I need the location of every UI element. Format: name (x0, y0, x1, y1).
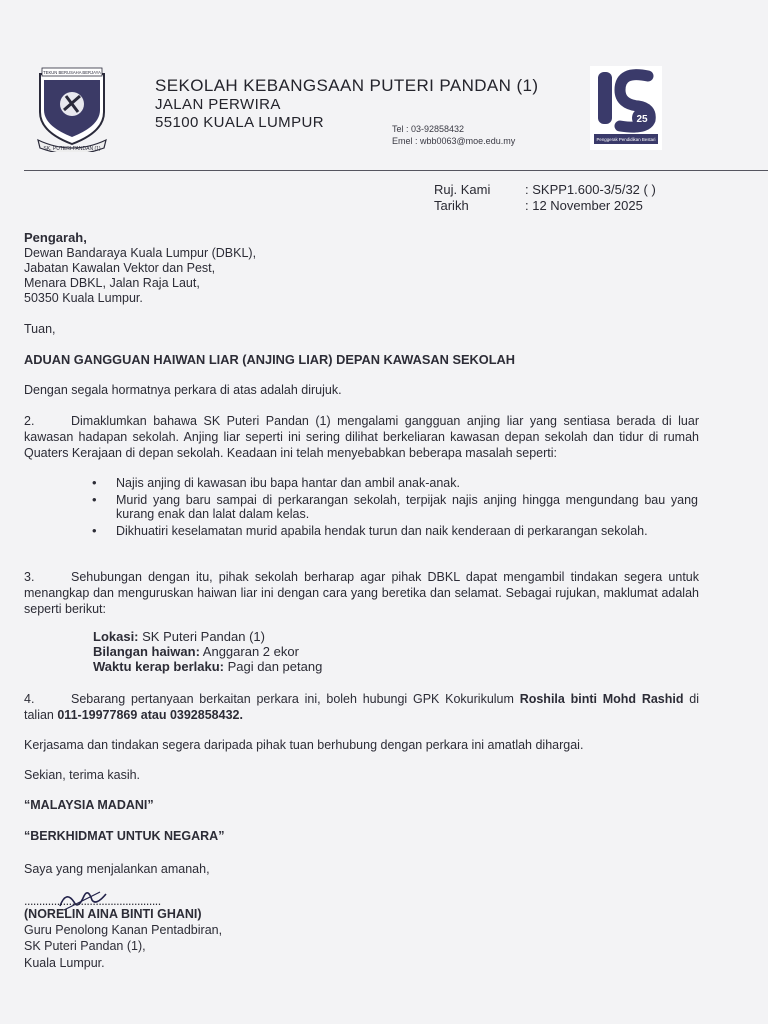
reference-label: Ruj. Kami (434, 182, 491, 197)
signature-line: .............................................. (24, 894, 161, 908)
detail-label: Bilangan haiwan: (93, 644, 200, 659)
signatory-school: SK Puteri Pandan (1), (24, 939, 146, 953)
recipient-line: Jabatan Kawalan Vektor dan Pest, (24, 261, 216, 275)
paragraph-number: 2. (24, 414, 35, 428)
detail-frequent-time (93, 659, 322, 674)
recipient-title: Pengarah, (24, 230, 87, 245)
anniversary-25-logo (590, 66, 662, 150)
detail-label: Lokasi: (93, 629, 139, 644)
header-divider (24, 170, 768, 171)
paragraph-2-text: Dimaklumkan bahawa SK Puteri Pandan (1) mengalami gangguan anjing liar yang sentiasa berada di luar kawasan hadapan sekolah. Anjing liar seperti ini sering dilihat berkeliaran kawasan depan sekolah dan tidur di rumah Quaters Kerajaan di depan sekolah. Keadaan ini telah menyebabkan beberapa masalah seperti: (24, 414, 699, 460)
anniversary-number: 25 (636, 114, 648, 125)
detail-label: Waktu kerap berlaku: (93, 659, 225, 674)
signatory-city: Kuala Lumpur. (24, 956, 105, 970)
anniversary-caption: Penggerak Pendidikan Bestari (596, 137, 656, 142)
paragraph-3 (24, 569, 699, 617)
paragraph-4 (24, 691, 699, 723)
paragraph-4-text: Sebarang pertanyaan berkaitan perkara ini, boleh hubungi GPK Kokurikulum (71, 692, 520, 706)
problem-list (92, 476, 698, 540)
motto-malaysia-madani: “MALAYSIA MADANI” (24, 798, 154, 812)
list-item: • Murid yang baru sampai di perkarangan sekolah, terpijak najis anjing hingga mengundang bau yang kurang enak dan lalat dalam kelas. (92, 493, 698, 522)
school-address-line1: JALAN PERWIRA (155, 96, 281, 113)
list-item: • Najis anjing di kawasan ibu bapa hantar dan ambil anak-anak. (92, 476, 698, 491)
signoff-line: Saya yang menjalankan amanah, (24, 862, 210, 876)
school-name: SEKOLAH KEBANGSAAN PUTERI PANDAN (1) (155, 76, 539, 95)
recipient-line: Dewan Bandaraya Kuala Lumpur (DBKL), (24, 246, 257, 260)
signatory-position: Guru Penolong Kanan Pentadbiran, (24, 923, 223, 937)
school-crest-logo (34, 66, 110, 152)
letter-date: : 12 November 2025 (525, 198, 643, 213)
school-telephone: Tel : 03-92858432 (392, 124, 465, 134)
detail-animal-count (93, 644, 299, 659)
paragraph-2 (24, 413, 699, 461)
signatory-name: (NORELIN AINA BINTI GHANI) (24, 907, 202, 921)
closing-paragraph: Kerjasama dan tindakan segera daripada pihak tuan berhubung dengan perkara ini amatlah dihargai. (24, 738, 584, 752)
letter-subject: ADUAN GANGGUAN HAIWAN LIAR (ANJING LIAR) DEPAN KAWASAN SEKOLAH (24, 352, 516, 367)
recipient-line: Menara DBKL, Jalan Raja Laut, (24, 276, 200, 290)
crest-bottom-text: SK. PUTERI PANDAN (1) (43, 146, 101, 152)
reference-number: : SKPP1.600-3/5/32 ( ) (525, 182, 656, 197)
motto-berkhidmat: “BERKHIDMAT UNTUK NEGARA” (24, 829, 225, 843)
closing-thanks: Sekian, terima kasih. (24, 768, 141, 782)
recipient-line: 50350 Kuala Lumpur. (24, 291, 143, 305)
intro-paragraph: Dengan segala hormatnya perkara di atas adalah dirujuk. (24, 383, 342, 397)
paragraph-number: 3. (24, 570, 35, 584)
contact-phone-numbers: 011-19977869 atau 0392858432. (57, 708, 243, 722)
contact-person-name: Roshila binti Mohd Rashid (519, 692, 684, 706)
school-address-line2: 55100 KUALA LUMPUR (155, 114, 324, 131)
paragraph-number: 4. (24, 692, 35, 706)
paragraph-3-text: Sehubungan dengan itu, pihak sekolah berharap agar pihak DBKL dapat mengambil tindakan segera untuk menangkap dan menguruskan haiwan liar ini dengan cara yang beretika dan selamat. Sebagai rujukan, maklumat adalah seperti berikut: (24, 570, 699, 616)
date-label: Tarikh (434, 198, 469, 213)
detail-value: SK Puteri Pandan (1) (138, 629, 265, 644)
detail-value: Pagi dan petang (224, 659, 323, 674)
salutation: Tuan, (24, 322, 56, 336)
list-item: • Dikhuatiri keselamatan murid apabila hendak turun dan naik kenderaan di perkarangan sekolah. (92, 524, 698, 539)
crest-top-text: TEKUN BERUSAHA BERJAYA (43, 70, 101, 75)
paragraph-4-text: di talian (24, 692, 700, 722)
detail-value: Anggaran 2 ekor (199, 644, 299, 659)
detail-location (93, 629, 265, 644)
school-email: Emel : wbb0063@moe.edu.my (392, 136, 516, 146)
